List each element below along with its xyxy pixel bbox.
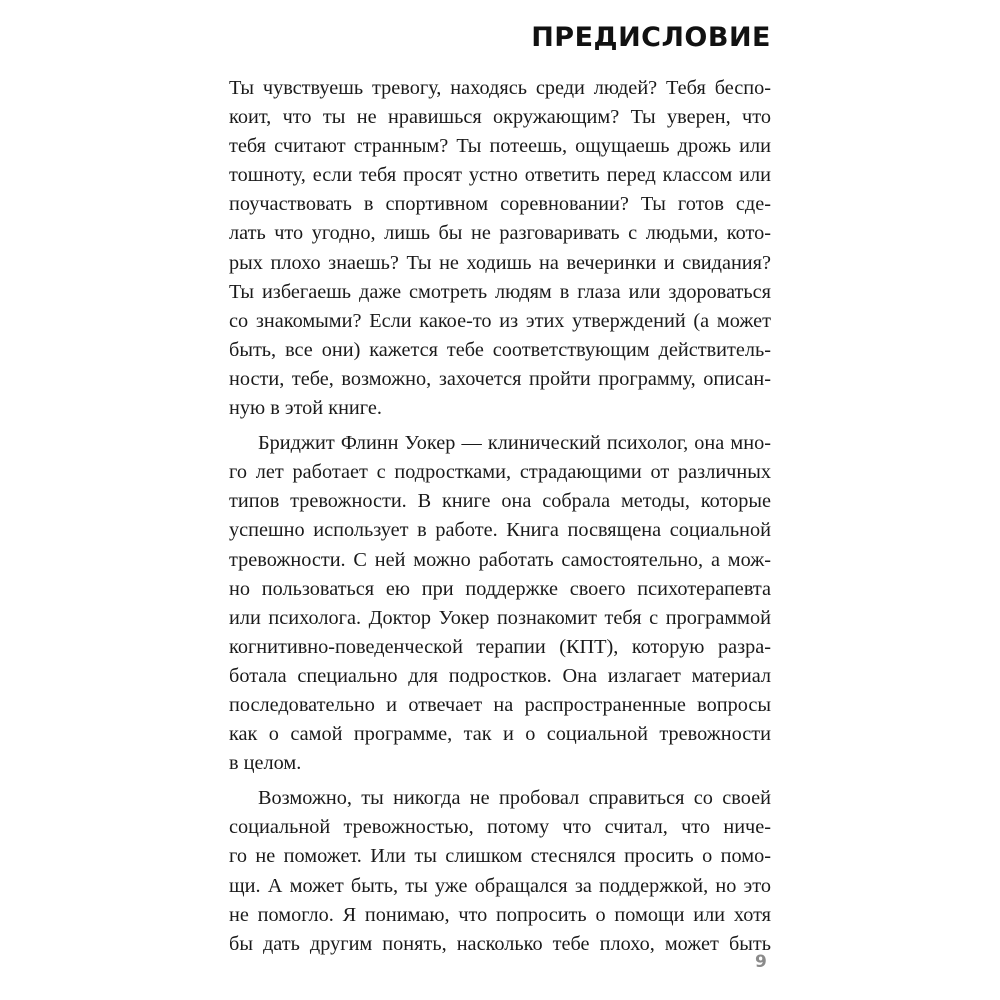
text-line: щи. А может быть, ты уже обращался за поддержкой, но это: [229, 874, 771, 897]
text-line: тревожности. С ней можно работать самостоятельно, а мож-: [229, 548, 771, 571]
text-line: го не поможет. Или ты слишком стеснялся просить о помо-: [229, 845, 771, 868]
text-line: бы дать другим понять, насколько тебе плохо, может быть: [229, 932, 771, 955]
text-line: ную в этой книге.: [229, 397, 382, 420]
text-line: или психолога. Доктор Уокер познакомит тебя с программой: [229, 606, 771, 629]
text-line: как о самой программе, так и о социальной тревожности: [229, 723, 771, 746]
text-line: в целом.: [229, 752, 302, 775]
paragraph-2: [229, 429, 771, 778]
body-text: [229, 74, 771, 965]
text-line: ности, тебе, возможно, захочется пройти программу, описан-: [229, 367, 771, 390]
text-line: социальной тревожностью, потому что считал, что ниче-: [229, 816, 771, 839]
page-number: 9: [755, 952, 767, 972]
text-line: коит, что ты не нравишься окружающим? Ты уверен, что: [229, 106, 771, 129]
paragraph-1: [229, 74, 771, 423]
text-line: Бриджит Флинн Уокер — клинический психолог, она мно-: [258, 432, 771, 455]
text-line: Возможно, ты никогда не пробовал справиться со своей: [258, 787, 771, 810]
paragraph-3: [229, 784, 771, 959]
text-line: Ты чувствуешь тревогу, находясь среди людей? Тебя беспо-: [229, 77, 771, 99]
text-line: когнитивно-поведенческой терапии (КПТ), которую разра-: [229, 635, 771, 658]
text-line: быть, все они) кажется тебе соответствующим действитель-: [229, 338, 771, 361]
text-line: тошноту, если тебя просят устно ответить перед классом или: [229, 164, 771, 187]
text-line: Ты избегаешь даже смотреть людям в глаза или здороваться: [229, 280, 771, 303]
text-line: со знакомыми? Если какое-то из этих утверждений (а может: [229, 309, 771, 332]
text-line: но пользоваться ею при поддержке своего психотерапевта: [229, 577, 771, 600]
text-line: ботала специально для подростков. Она излагает материал: [229, 664, 771, 687]
text-line: го лет работает с подростками, страдающими от различных: [229, 461, 771, 484]
text-line: успешно использует в работе. Книга посвящена социальной: [229, 519, 771, 542]
text-line: не помогло. Я понимаю, что попросить о помощи или хотя: [229, 903, 771, 926]
text-line: тебя считают странным? Ты потеешь, ощущаешь дрожь или: [229, 135, 771, 158]
text-line: лать что угодно, лишь бы не разговаривать с людьми, кото-: [229, 222, 771, 245]
chapter-title: ПРЕДИСЛОВИЕ: [531, 22, 771, 53]
text-line: рых плохо знаешь? Ты не ходишь на вечеринки и свидания?: [229, 251, 771, 274]
text-line: поучаствовать в спортивном соревновании? Ты готов сде-: [229, 193, 771, 216]
text-line: типов тревожности. В книге она собрала методы, которые: [229, 490, 771, 513]
text-line: последовательно и отвечает на распространенные вопросы: [229, 693, 771, 716]
